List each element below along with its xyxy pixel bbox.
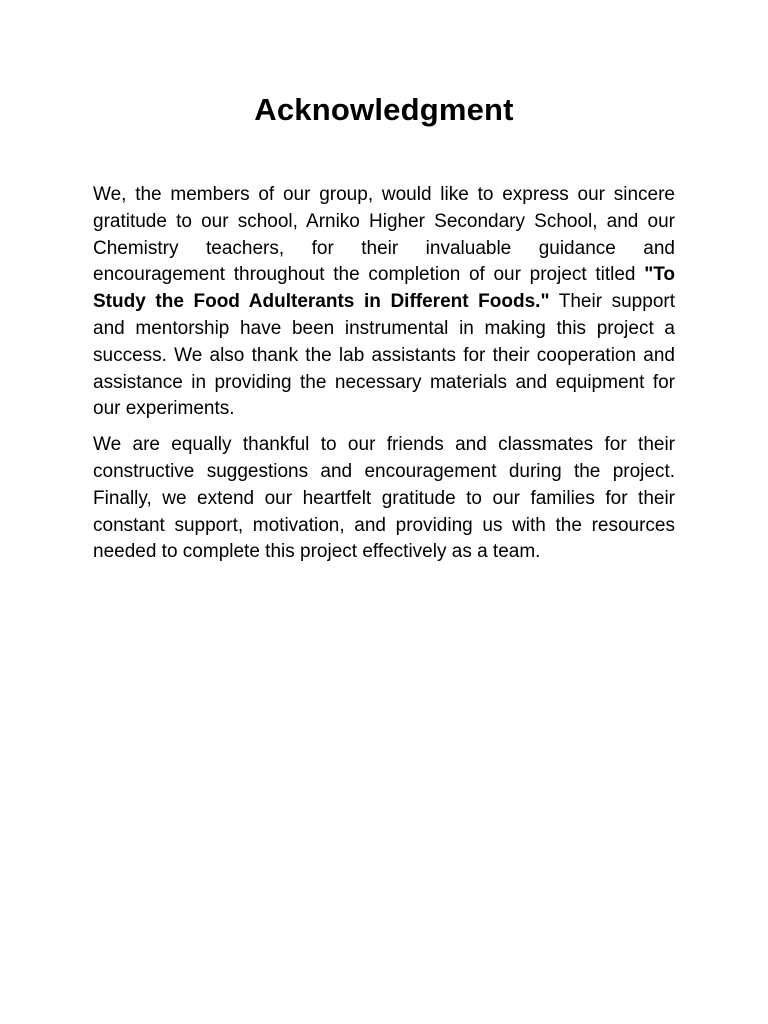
project-title: "To Study the Food Adulterants in Different Foods." [93, 264, 675, 313]
page-title: Acknowledgment [254, 92, 514, 127]
paragraph-1-intro: We, the members of our group, would like to express our sincere gratitude to our school, Arniko Higher Secondary School, and our Chemistry teachers, for their invaluable guidance and encouragement throughout the completion of our project titled [93, 184, 675, 286]
paragraph-1-rest: Their support and mentorship have been instrumental in making this project a success. We also thank the lab assistants for their cooperation and assistance in providing the necessary materials and equipment for our experiments. [93, 291, 675, 420]
paragraph-1 [93, 182, 675, 423]
paragraph-2: We are equally thankful to our friends and classmates for their constructive suggestions and encouragement during the project. Finally, we extend our heartfelt gratitude to our families for their constant support, motivation, and providing us with the resources needed to complete this project effectively as a team. [93, 434, 675, 563]
acknowledgment-body [93, 182, 675, 575]
